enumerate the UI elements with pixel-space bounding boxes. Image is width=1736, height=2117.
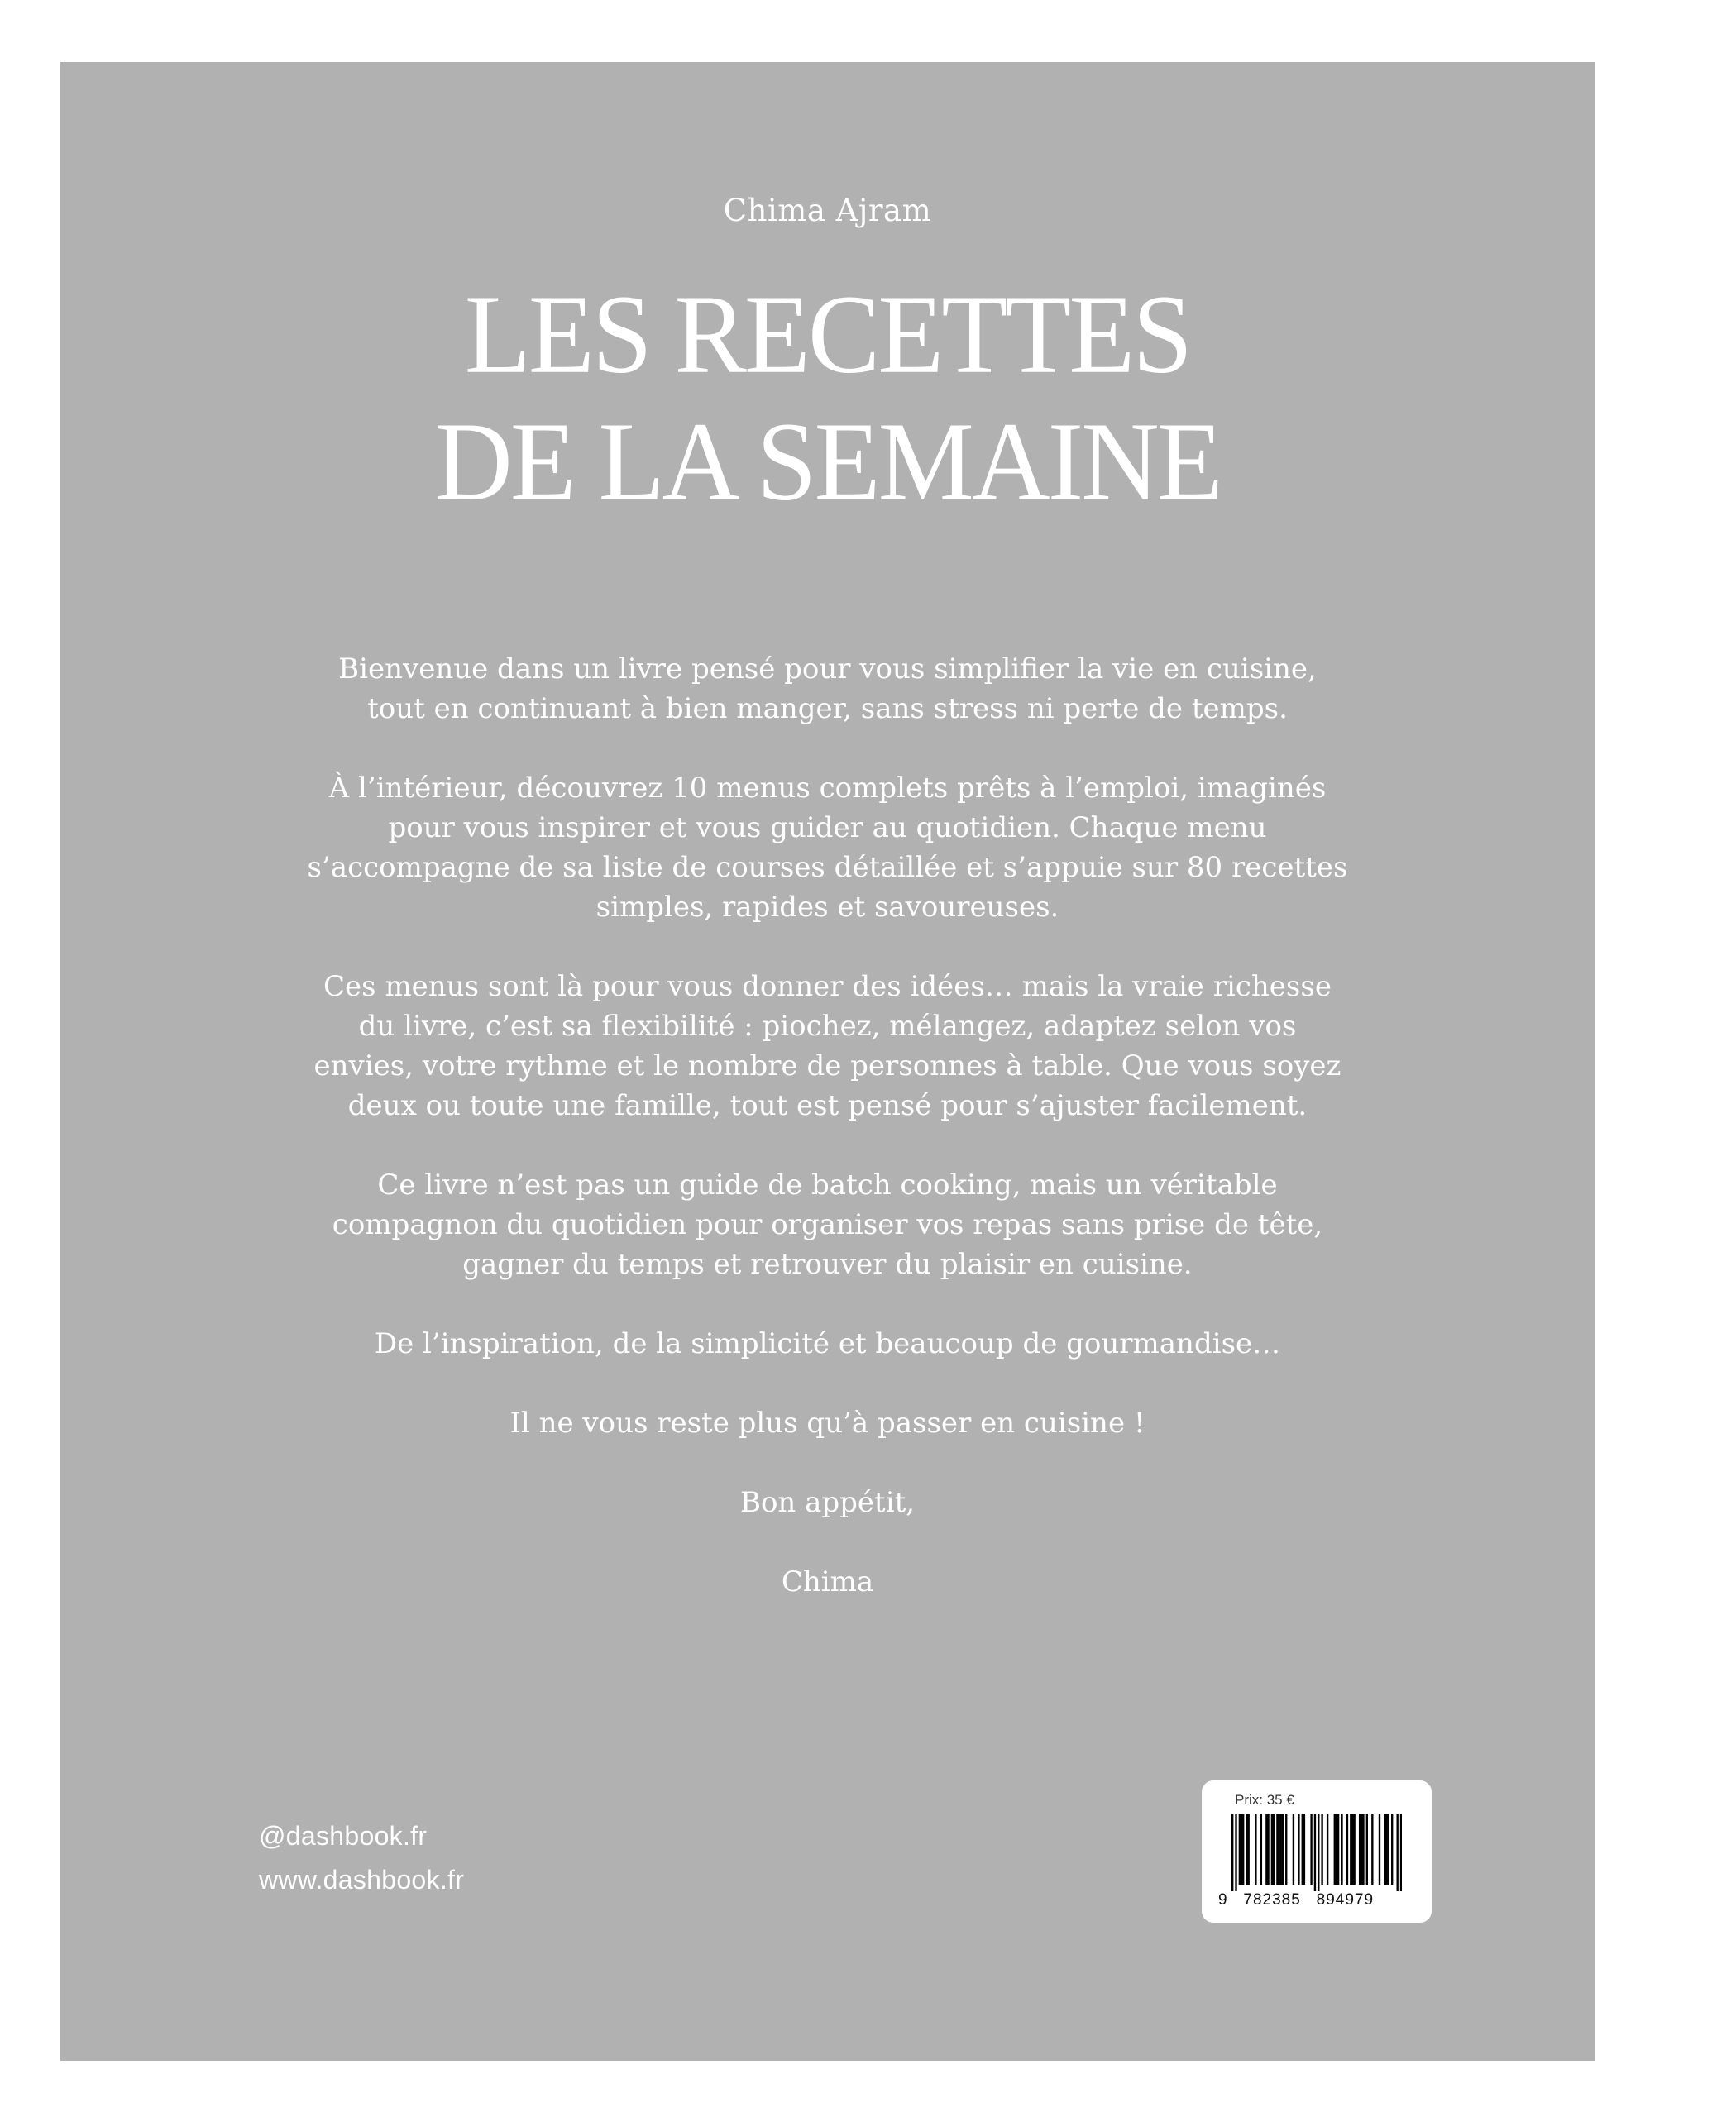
barcode-bar: [1321, 1814, 1322, 1885]
barcode-bar: [1267, 1814, 1269, 1885]
barcode-bar: [1366, 1814, 1368, 1885]
blurb-paragraph-6: Il ne vous reste plus qu’à passer en cuisine !: [509, 1407, 1145, 1440]
back-cover: [60, 62, 1595, 2061]
barcode-bar: [1346, 1814, 1348, 1885]
blurb-paragraph-5: De l’inspiration, de la simplicité et beaucoup de gourmandise…: [374, 1327, 1281, 1360]
book-title-line-2: DE LA SEMAINE: [434, 399, 1221, 524]
barcode-bar: [1334, 1814, 1336, 1885]
barcode-bar: [1265, 1814, 1267, 1885]
barcode-bar: [1273, 1814, 1275, 1885]
blurb: [110, 649, 1545, 1642]
blurb-paragraph-2: À l’intérieur, découvrez 10 menus complets prêts à l’emploi, imaginés pour vous inspirer et vous guider au quotidien. Chaque menu s’accompagne de sa liste de courses détaillée et s’appuie sur 80 recettes simples, rapides et savoureuses.: [307, 772, 1348, 924]
barcode-bar: [1310, 1814, 1312, 1885]
barcode-bar: [1353, 1814, 1355, 1885]
barcode-bar: [1271, 1814, 1273, 1885]
barcode-bar: [1285, 1814, 1287, 1885]
barcode-bar: [1361, 1814, 1362, 1885]
barcode-bar: [1276, 1814, 1278, 1885]
book-title-line-1: LES RECETTES: [464, 272, 1191, 397]
barcode-bar: [1282, 1814, 1284, 1885]
barcode-bar: [1241, 1814, 1242, 1885]
barcode-bar: [1278, 1814, 1279, 1885]
barcode-bar: [1351, 1814, 1353, 1885]
barcode-icon: [1231, 1814, 1402, 1891]
barcode-bar: [1396, 1814, 1398, 1891]
social-handle: @dashbook.fr: [259, 1821, 428, 1851]
barcode-label: [1202, 1780, 1432, 1923]
barcode-bar: [1350, 1814, 1351, 1885]
barcode-bar: [1371, 1814, 1373, 1885]
barcode-bar: [1384, 1814, 1385, 1885]
publisher-website: www.dashbook.fr: [259, 1865, 465, 1895]
barcode-bar: [1336, 1814, 1337, 1885]
price-label: Prix: 35 €: [1235, 1792, 1294, 1808]
barcode-bar: [1341, 1814, 1342, 1885]
barcode-bar: [1362, 1814, 1364, 1885]
isbn-number: 9 782385 894979: [1218, 1891, 1375, 1909]
author-name: Chima Ajram: [723, 193, 932, 228]
barcode-bar: [1314, 1814, 1316, 1891]
barcode-bar: [1385, 1814, 1387, 1885]
barcode-bar: [1327, 1814, 1328, 1885]
sign-off: Bon appétit,: [739, 1486, 916, 1519]
barcode-bar: [1388, 1814, 1389, 1885]
blurb-paragraph-3: Ces menus sont là pour vous donner des idées… mais la vraie richesse du livre, c’est sa flexibilité : piochez, mélangez, adaptez selon vos envies, votre rythme et le nombre de personnes à table. Que vous soyez deux ou toute une famille, tout est pensé pour s’ajuster facilement.: [313, 970, 1341, 1122]
barcode-bar: [1260, 1814, 1262, 1885]
barcode-bar: [1255, 1814, 1256, 1885]
barcode-bar: [1231, 1814, 1233, 1891]
barcode-bar: [1400, 1814, 1402, 1891]
blurb-paragraph-1: Bienvenue dans un livre pensé pour vous simplifier la vie en cuisine, tout en continuant à bien manger, sans stress ni perte de temps.: [338, 652, 1317, 725]
barcode-bar: [1379, 1814, 1380, 1885]
barcode-bar: [1337, 1814, 1339, 1885]
barcode-bar: [1239, 1814, 1241, 1885]
barcode-bar: [1242, 1814, 1244, 1885]
barcode-bar: [1248, 1814, 1250, 1885]
barcode-bar: [1359, 1814, 1361, 1885]
barcode-bar: [1293, 1814, 1294, 1885]
barcode-bar: [1318, 1814, 1319, 1891]
blurb-paragraph-4: Ce livre n’est pas un guide de batch cooking, mais un véritable compagnon du quotidien pour organiser vos repas sans prise de tête, gagner du temps et retrouver du plaisir en cuisine.: [332, 1168, 1323, 1281]
barcode-bar: [1280, 1814, 1282, 1885]
barcode-bar: [1235, 1814, 1236, 1891]
barcode-bar: [1391, 1814, 1393, 1885]
barcode-bar: [1298, 1814, 1299, 1885]
signature: Chima: [781, 1565, 874, 1599]
barcode-bar: [1302, 1814, 1303, 1885]
barcode-bar: [1303, 1814, 1305, 1885]
barcode-bar: [1246, 1814, 1247, 1885]
